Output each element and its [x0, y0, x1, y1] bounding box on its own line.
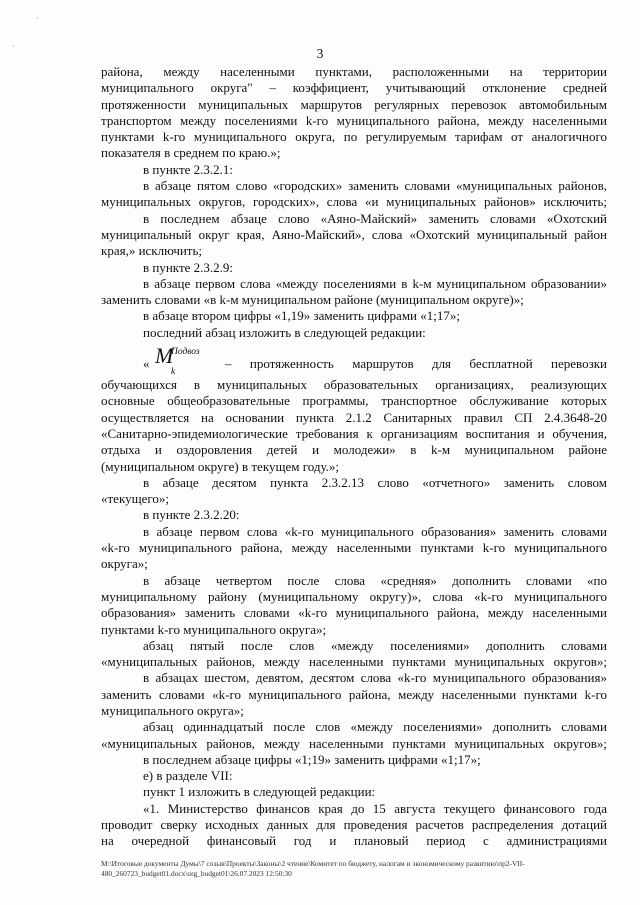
- text-line: е) в разделе VII:: [143, 768, 233, 784]
- formula-symbol: M: [155, 343, 174, 369]
- text-line: проводит сверку исходных данных для проведения расчетов распределения дотаций: [101, 817, 607, 833]
- text-line: в пункте 2.3.2.9:: [143, 259, 234, 275]
- text-line: в пункте 2.3.2.1:: [143, 161, 234, 177]
- text-line: в абзаце пятом слово «городских» заменить словами «муниципальных районов,: [143, 178, 607, 194]
- text-line: «k-го муниципального района, между населенными пунктами k-го муниципального: [101, 540, 607, 556]
- text-line: муниципальных округов, городских», слова «и муниципальных районов» исключить;: [101, 194, 607, 210]
- text-line: в абзацах шестом, девятом, десятом слова «k-го муниципального образования»: [143, 670, 607, 686]
- text-line: абзац пятый после слов «между поселениями» дополнить словами: [143, 637, 607, 653]
- footer-path-line: M:\Итоговые документы Думы\7 созыв\Проекты\Законы\2 чтение\Комитет по бюджету, налогам и экономическому развитию\пр2-VII-: [101, 859, 525, 868]
- text-line: «муниципальных районов, между населенными пунктами муниципальных округов»;: [101, 735, 607, 751]
- text-line: отдыха и оздоровления детей и молодежи» в k-м муниципальном районе: [101, 442, 607, 458]
- document-footer: [101, 859, 607, 879]
- scan-mark: ·: [36, 14, 39, 23]
- text-line: транспортом между поселениями k-го муниципального района, между населенными: [101, 112, 607, 128]
- text-line: в пункте 2.3.2.20:: [143, 507, 240, 523]
- text-line: «Санитарно-эпидемиологические требования к организациям воспитания и обучения,: [101, 425, 607, 441]
- text-line: района, между населенными пунктами, расположенными на территории: [101, 64, 607, 79]
- text-line: последний абзац изложить в следующей редакции:: [143, 324, 426, 340]
- text-line: осуществляется на основании пункта 2.1.2 Санитарных правил СП 2.4.3648-20: [101, 409, 607, 425]
- text-line: обучающихся в муниципальных образовательных организациях, реализующих: [101, 377, 607, 393]
- scan-mark: ·: [12, 42, 15, 51]
- text-line: муниципальному району (муниципальному округу)», слова «k-го муниципального: [101, 588, 607, 604]
- formula-description: – протяженность маршрутов для бесплатной перевозки: [225, 356, 607, 372]
- text-line: «1. Министерство финансов края до 15 августа текущего финансового года: [143, 800, 607, 816]
- text-line: округа»;: [101, 556, 148, 572]
- text-line: основные общеобразовательные программы, транспортное обслуживание которых: [101, 393, 607, 409]
- text-line: показателя в среднем по краю.»;: [101, 145, 281, 161]
- text-line: (муниципальном округе) в текущем году.»;: [101, 458, 340, 474]
- text-line: муниципальный округ края, Аяно-Майский», слова «Охотский муниципальный район: [101, 226, 607, 242]
- text-line: пункт 1 изложить в следующей редакции:: [143, 784, 376, 800]
- text-line: заменить словами «k-го муниципального района, между населенными пунктами k-го: [101, 686, 607, 702]
- text-line: «муниципальных районов, между населенными пунктами муниципальных округов»;: [101, 654, 607, 670]
- text-line: абзац одиннадцатый после слов «между поселениями» дополнить словами: [143, 719, 607, 735]
- formula-line: [101, 343, 607, 378]
- text-line: края,» исключить;: [101, 243, 203, 259]
- page-number: 3: [316, 46, 324, 61]
- document-body: [101, 64, 607, 850]
- formula-superscript: Подвоз: [171, 347, 200, 358]
- text-line: в абзаце первом слова «k-го муниципального образования» заменить словами: [143, 523, 607, 539]
- formula-quote: «: [143, 356, 150, 372]
- text-line: муниципального округа»;: [101, 702, 244, 718]
- footer-path-line: 480_260723_budget01.docx\org_budget01\26.07.2023 12:50:30: [101, 869, 292, 878]
- text-line: в абзаце четвертом после слова «средняя» дополнить словами «по: [143, 572, 607, 588]
- text-line: протяженности муниципальных маршрутов регулярных перевозок автомобильным: [101, 96, 607, 112]
- text-line: в абзаце втором цифры «1,19» заменить цифрами «1;17»;: [143, 308, 460, 324]
- text-line: пунктами k-го муниципального округа, по регулируемым тарифам от аналогичного: [101, 129, 607, 145]
- text-line: «текущего»;: [101, 491, 169, 507]
- text-line: в абзаце десятом пункта 2.3.2.13 слово «отчетного» заменить словом: [143, 474, 607, 490]
- formula-subscript: k: [171, 367, 176, 378]
- text-line: пунктами k-го муниципального округа»;: [101, 621, 327, 637]
- text-line: на очередной финансовый год и плановый период с администрациями: [101, 833, 607, 849]
- text-line: в последнем абзаце слово «Аяно-Майский» заменить словами «Охотский: [143, 210, 607, 226]
- text-line: в абзаце первом слова «между поселениями в k-м муниципальном образовании»: [143, 275, 607, 291]
- text-line: муниципального округа" – коэффициент, учитывающий отклонение средней: [101, 80, 607, 96]
- text-line: образования» заменить словами «k-го муниципального района, между населенными: [101, 605, 607, 621]
- text-line: в последнем абзаце цифры «1;19» заменить цифрами «1;17»;: [143, 751, 481, 767]
- text-line: заменить словами «в k-м муниципальном районе (муниципальном округе)»;: [101, 292, 524, 308]
